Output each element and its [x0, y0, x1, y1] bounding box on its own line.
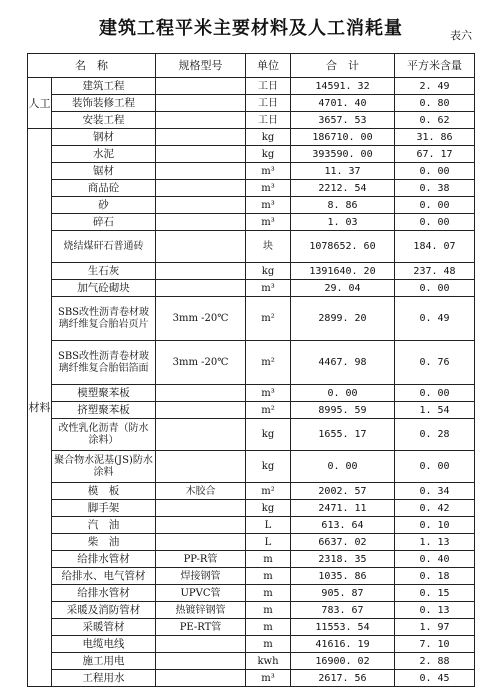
item-unit: kg [246, 263, 291, 280]
item-name: 工程用水 [52, 670, 156, 687]
item-unit: m [246, 602, 291, 619]
table-row [28, 385, 475, 402]
table-row [28, 551, 475, 568]
item-total: 393590. 00 [291, 146, 395, 163]
table-row [28, 534, 475, 551]
item-total: 14591. 32 [291, 78, 395, 95]
item-spec: PE-RT管 [156, 619, 246, 636]
item-total: 2617. 56 [291, 670, 395, 687]
item-unit: m³ [246, 180, 291, 197]
item-spec [156, 419, 246, 451]
header-unit: 单位 [246, 54, 291, 78]
table-row [28, 619, 475, 636]
item-total: 2318. 35 [291, 551, 395, 568]
item-spec: 3mm -20℃ [156, 341, 246, 385]
table-body [28, 78, 475, 687]
item-spec [156, 163, 246, 180]
item-spec [156, 112, 246, 129]
item-name: 给排水管材 [52, 551, 156, 568]
item-name: 给排水管材 [52, 585, 156, 602]
item-total: 11553. 54 [291, 619, 395, 636]
item-unit: m [246, 636, 291, 653]
item-spec [156, 95, 246, 112]
table-row [28, 146, 475, 163]
item-name: SBS改性沥青卷材玻璃纤维复合胎岩页片 [52, 297, 156, 341]
item-spec [156, 670, 246, 687]
item-per-sqm: 1. 54 [395, 402, 475, 419]
table-row [28, 419, 475, 451]
item-per-sqm: 0. 13 [395, 602, 475, 619]
item-unit: kg [246, 129, 291, 146]
item-total: 1655. 17 [291, 419, 395, 451]
item-unit: m² [246, 483, 291, 500]
item-per-sqm: 0. 00 [395, 163, 475, 180]
item-name: 模 板 [52, 483, 156, 500]
group-label: 人工 [28, 78, 52, 129]
item-unit: m³ [246, 280, 291, 297]
item-unit: kg [246, 451, 291, 483]
item-total: 1. 03 [291, 214, 395, 231]
item-per-sqm: 31. 86 [395, 129, 475, 146]
item-spec [156, 231, 246, 263]
item-name: 生石灰 [52, 263, 156, 280]
item-spec: 3mm -20℃ [156, 297, 246, 341]
item-total: 783. 67 [291, 602, 395, 619]
item-unit: 工日 [246, 112, 291, 129]
item-per-sqm: 184. 07 [395, 231, 475, 263]
item-total: 2899. 20 [291, 297, 395, 341]
item-spec [156, 385, 246, 402]
item-total: 8. 86 [291, 197, 395, 214]
item-per-sqm: 0. 62 [395, 112, 475, 129]
item-total: 2212. 54 [291, 180, 395, 197]
item-unit: m [246, 619, 291, 636]
item-total: 2471. 11 [291, 500, 395, 517]
table-row [28, 636, 475, 653]
table-row [28, 483, 475, 500]
table-row [28, 451, 475, 483]
item-spec [156, 534, 246, 551]
item-name: 柴 油 [52, 534, 156, 551]
table-row [28, 517, 475, 534]
item-unit: kg [246, 146, 291, 163]
table-row [28, 78, 475, 95]
item-per-sqm: 0. 80 [395, 95, 475, 112]
item-per-sqm: 0. 18 [395, 568, 475, 585]
item-spec [156, 636, 246, 653]
item-per-sqm: 0. 00 [395, 385, 475, 402]
item-name: 挤塑聚苯板 [52, 402, 156, 419]
table-row [28, 129, 475, 146]
header-total: 合 计 [291, 54, 395, 78]
item-name: 电缆电线 [52, 636, 156, 653]
item-unit: m² [246, 297, 291, 341]
item-per-sqm: 0. 34 [395, 483, 475, 500]
item-name: 脚手架 [52, 500, 156, 517]
item-unit: 工日 [246, 78, 291, 95]
item-unit: L [246, 534, 291, 551]
item-per-sqm: 0. 38 [395, 180, 475, 197]
consumption-table [27, 53, 475, 687]
item-name: 加气砼砌块 [52, 280, 156, 297]
item-name: 装饰装修工程 [52, 95, 156, 112]
table-row [28, 163, 475, 180]
item-total: 4467. 98 [291, 341, 395, 385]
item-total: 1035. 86 [291, 568, 395, 585]
item-spec [156, 78, 246, 95]
item-unit: m [246, 568, 291, 585]
item-name: 钢材 [52, 129, 156, 146]
item-per-sqm: 0. 00 [395, 280, 475, 297]
table-row [28, 500, 475, 517]
table-row [28, 602, 475, 619]
item-spec [156, 197, 246, 214]
item-per-sqm: 67. 17 [395, 146, 475, 163]
item-unit: 工日 [246, 95, 291, 112]
table-row [28, 280, 475, 297]
table-row [28, 585, 475, 602]
item-total: 1391640. 20 [291, 263, 395, 280]
item-name: 改性乳化沥青（防水涂料） [52, 419, 156, 451]
item-name: SBS改性沥青卷材玻璃纤维复合胎铝箔面 [52, 341, 156, 385]
item-total: 0. 00 [291, 385, 395, 402]
item-spec: PP-R管 [156, 551, 246, 568]
item-spec [156, 263, 246, 280]
item-name: 给排水、电气管材 [52, 568, 156, 585]
table-row [28, 402, 475, 419]
item-name: 商品砼 [52, 180, 156, 197]
item-spec [156, 214, 246, 231]
item-total: 905. 87 [291, 585, 395, 602]
item-unit: m³ [246, 385, 291, 402]
item-total: 4701. 40 [291, 95, 395, 112]
document-title: 建筑工程平米主要材料及人工消耗量 [99, 18, 403, 39]
table-row [28, 197, 475, 214]
item-total: 3657. 53 [291, 112, 395, 129]
item-per-sqm: 0. 00 [395, 214, 475, 231]
item-unit: m [246, 585, 291, 602]
item-per-sqm: 0. 00 [395, 451, 475, 483]
item-name: 烧结煤矸石普通砖 [52, 231, 156, 263]
item-total: 186710. 00 [291, 129, 395, 146]
header-row [28, 54, 475, 78]
item-per-sqm: 2. 49 [395, 78, 475, 95]
item-spec [156, 500, 246, 517]
header-per-sqm: 平方米含量 [395, 54, 475, 78]
item-per-sqm: 2. 88 [395, 653, 475, 670]
item-name: 采暖及消防管材 [52, 602, 156, 619]
item-per-sqm: 7. 10 [395, 636, 475, 653]
item-spec [156, 653, 246, 670]
item-per-sqm: 0. 10 [395, 517, 475, 534]
item-unit: m² [246, 341, 291, 385]
item-total: 11. 37 [291, 163, 395, 180]
table-row [28, 670, 475, 687]
header-name: 名 称 [28, 54, 156, 78]
item-name: 施工用电 [52, 653, 156, 670]
item-unit: m³ [246, 197, 291, 214]
table-row [28, 568, 475, 585]
item-spec [156, 129, 246, 146]
item-total: 0. 00 [291, 451, 395, 483]
item-unit: m³ [246, 214, 291, 231]
item-per-sqm: 0. 49 [395, 297, 475, 341]
item-per-sqm: 237. 48 [395, 263, 475, 280]
item-unit: m³ [246, 670, 291, 687]
item-name: 水泥 [52, 146, 156, 163]
item-per-sqm: 0. 00 [395, 197, 475, 214]
item-total: 6637. 02 [291, 534, 395, 551]
item-unit: m³ [246, 163, 291, 180]
table-number: 表六 [450, 29, 472, 42]
item-total: 2002. 57 [291, 483, 395, 500]
item-total: 16900. 02 [291, 653, 395, 670]
table-row [28, 112, 475, 129]
item-name: 模塑聚苯板 [52, 385, 156, 402]
item-name: 建筑工程 [52, 78, 156, 95]
item-per-sqm: 0. 42 [395, 500, 475, 517]
item-total: 41616. 19 [291, 636, 395, 653]
item-unit: L [246, 517, 291, 534]
table-row [28, 341, 475, 385]
item-name: 采暖管材 [52, 619, 156, 636]
item-spec: 热镀锌钢管 [156, 602, 246, 619]
item-spec [156, 280, 246, 297]
item-name: 汽 油 [52, 517, 156, 534]
item-per-sqm: 0. 40 [395, 551, 475, 568]
group-label: 材料 [28, 129, 52, 687]
item-name: 锯材 [52, 163, 156, 180]
item-spec [156, 402, 246, 419]
item-unit: kg [246, 500, 291, 517]
item-spec: 木胶合 [156, 483, 246, 500]
item-total: 1078652. 60 [291, 231, 395, 263]
header-spec: 规格型号 [156, 54, 246, 78]
table-row [28, 180, 475, 197]
item-name: 聚合物水泥基(JS)防水涂料 [52, 451, 156, 483]
table-row [28, 297, 475, 341]
item-unit: m² [246, 402, 291, 419]
table-row [28, 95, 475, 112]
item-total: 8995. 59 [291, 402, 395, 419]
table-row [28, 214, 475, 231]
item-unit: kwh [246, 653, 291, 670]
table-row [28, 263, 475, 280]
item-spec: UPVC管 [156, 585, 246, 602]
item-per-sqm: 0. 76 [395, 341, 475, 385]
item-unit: kg [246, 419, 291, 451]
item-spec [156, 146, 246, 163]
item-spec [156, 180, 246, 197]
item-total: 29. 04 [291, 280, 395, 297]
table-row [28, 653, 475, 670]
table-row [28, 231, 475, 263]
item-per-sqm: 0. 45 [395, 670, 475, 687]
item-per-sqm: 0. 15 [395, 585, 475, 602]
item-unit: 块 [246, 231, 291, 263]
item-per-sqm: 1. 97 [395, 619, 475, 636]
item-name: 安装工程 [52, 112, 156, 129]
item-per-sqm: 0. 28 [395, 419, 475, 451]
item-name: 碎石 [52, 214, 156, 231]
item-total: 613. 64 [291, 517, 395, 534]
item-spec [156, 517, 246, 534]
item-unit: m [246, 551, 291, 568]
item-spec [156, 451, 246, 483]
item-spec: 焊接钢管 [156, 568, 246, 585]
item-per-sqm: 1. 13 [395, 534, 475, 551]
item-name: 砂 [52, 197, 156, 214]
